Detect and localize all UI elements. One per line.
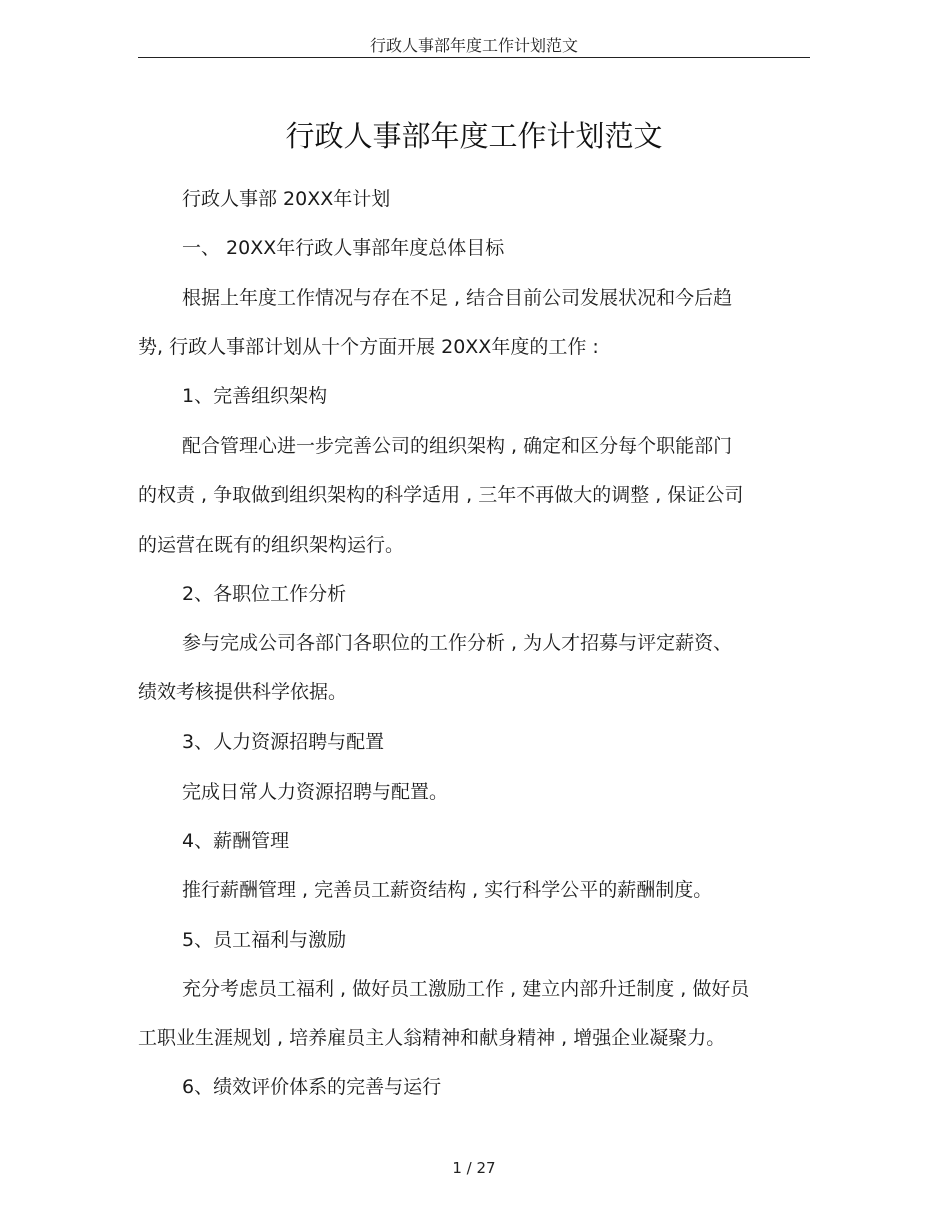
item-heading: 1、完善组织架构 xyxy=(182,385,328,407)
paragraph-line: 的权责 , 争取做到组织架构的科学适用 , 三年不再做大的调整 , 保证公司 xyxy=(138,484,744,506)
section-heading-1: 一、 20XX年行政人事部年度总体目标 xyxy=(182,237,505,259)
item-heading: 6、绩效评价体系的完善与运行 xyxy=(182,1076,442,1098)
item-heading: 4、薪酬管理 xyxy=(182,830,290,852)
plan-subtitle: 行政人事部 20XX年计划 xyxy=(182,188,391,210)
paragraph-line: 工职业生涯规划 , 培养雇员主人翁精神和献身精神 , 增强企业凝聚力。 xyxy=(138,1027,726,1049)
paragraph-line: 根据上年度工作情况与存在不足 , 结合目前公司发展状况和今后趋 xyxy=(182,287,733,309)
paragraph-line: 推行薪酬管理 , 完善员工薪资结构 , 实行科学公平的薪酬制度。 xyxy=(182,879,713,901)
item-heading: 5、员工福利与激励 xyxy=(182,929,347,951)
paragraph-line: 绩效考核提供科学依据。 xyxy=(138,681,348,703)
paragraph-line: 的运营在既有的组织架构运行。 xyxy=(138,534,405,556)
item-heading: 2、各职位工作分析 xyxy=(182,583,347,605)
page-number: 1 / 27 xyxy=(452,1159,496,1177)
running-header: 行政人事部年度工作计划范文 xyxy=(369,36,578,55)
paragraph-line: 充分考虑员工福利 , 做好员工激励工作 , 建立内部升迁制度 , 做好员 xyxy=(182,978,750,1000)
document-title: 行政人事部年度工作计划范文 xyxy=(285,119,663,153)
item-heading: 3、人力资源招聘与配置 xyxy=(182,731,385,753)
paragraph-line: 势, 行政人事部计划从十个方面开展 20XX年度的工作 : xyxy=(138,336,599,358)
paragraph-line: 参与完成公司各部门各职位的工作分析 , 为人才招募与评定薪资、 xyxy=(182,632,733,654)
paragraph-line: 配合管理心进一步完善公司的组织架构 , 确定和区分每个职能部门 xyxy=(182,435,733,457)
paragraph-line: 完成日常人力资源招聘与配置。 xyxy=(182,781,449,803)
header-divider xyxy=(138,57,810,58)
